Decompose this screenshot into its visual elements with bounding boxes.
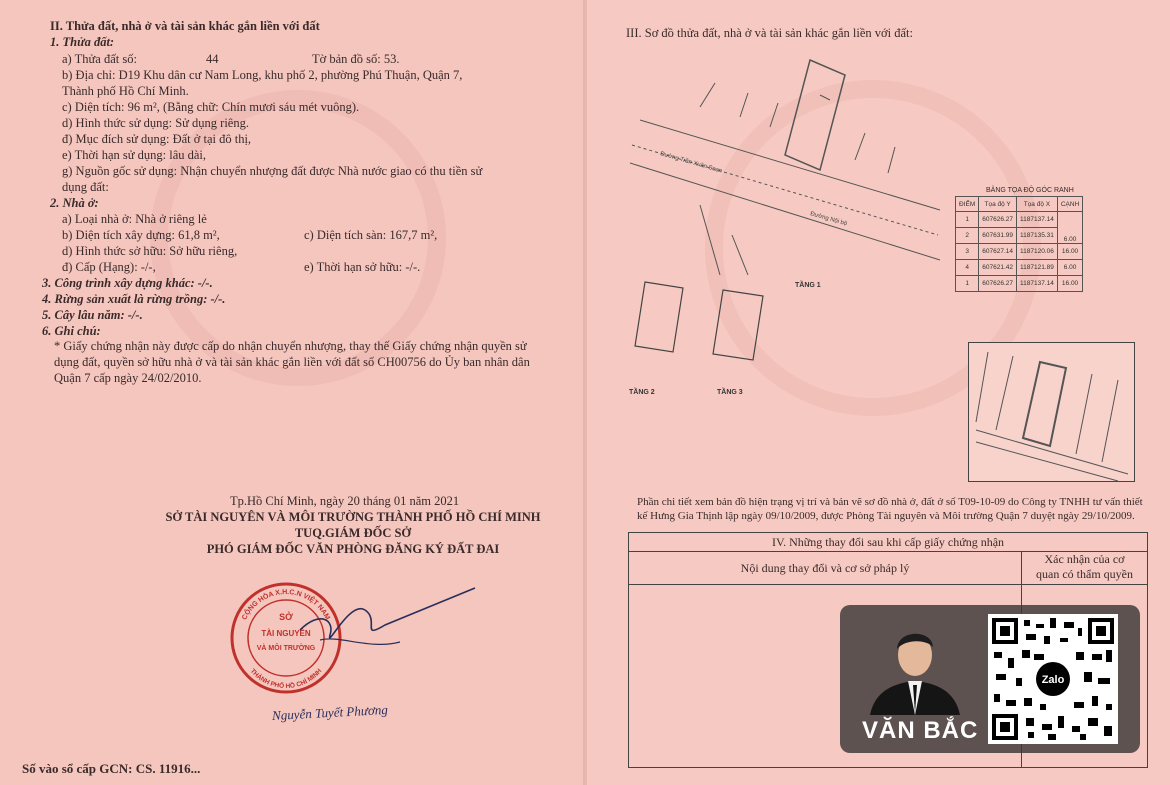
coord-cell: 607621.42 [979,260,1017,276]
coord-header: Tọa độ Y [979,197,1017,212]
coord-cell: 1187121.89 [1016,260,1057,276]
usage-term: e) Thời hạn sử dụng: lâu dài, [62,148,207,162]
issue-date: Tp.Hồ Chí Minh, ngày 20 tháng 01 năm 2021 [230,494,460,508]
changes-col-confirm-2: quan có thẩm quyền [1036,567,1133,581]
agent-photo [860,615,970,715]
seal-ring-bottom: THÀNH PHỐ HỒ CHÍ MINH [248,667,324,691]
coord-cell: 1187135.31 [1016,228,1057,244]
coord-cell: 1 [956,212,979,228]
notes-heading: 6. Ghi chú: [42,324,101,338]
usage-origin-1: g) Nguồn gốc sử dụng: Nhận chuyển nhượng đất được Nhà nước giao có thu tiền sử [62,164,483,178]
changes-title: IV. Những thay đổi sau khi cấp giấy chứng nhận [629,533,1147,552]
qr-pattern [988,614,1118,744]
address-line-1: b) Địa chỉ: D19 Khu dân cư Nam Long, khu phố 2, phường Phú Thuận, Quận 7, [62,68,463,82]
section-iii-title: III. Sơ đồ thửa đất, nhà ở và tài sản khác gắn liền với đất: [626,26,913,40]
coord-edge: 16.00 [1057,276,1082,292]
coord-header: Tọa độ X [1016,197,1057,212]
seal-ring-top: CỘNG HÒA X.H.C.N VIỆT NAM [241,588,331,622]
issuing-department: SỞ TÀI NGUYÊN VÀ MÔI TRƯỜNG THÀNH PHỐ HỒ CHÍ MINH [165,510,541,524]
parcel-number-label: a) Thửa đất số: [62,52,137,66]
seal-text-2: TÀI NGUYÊN [261,629,311,638]
zalo-logo-icon: Zalo [1041,674,1065,686]
street-label-2: Đường Nội bộ [809,211,848,228]
coord-cell: 1187137.14 [1016,276,1057,292]
coord-table-title: BẢNG TỌA ĐỘ GÓC RANH [986,187,1074,194]
coord-cell: 607631.99 [979,228,1017,244]
coord-cell: 3 [956,244,979,260]
coord-row [956,276,1083,292]
floor-3-label: TẦNG 3 [717,389,743,396]
changes-col-content: Nội dung thay đổi và cơ sở pháp lý [629,552,1022,585]
changes-col-confirm [1022,552,1147,585]
floor-1-label: TẦNG 1 [795,282,821,289]
construction-area: b) Diện tích xây dựng: 61,8 m², [62,228,220,242]
coord-cell: 607626.27 [979,212,1017,228]
note-line-3: Quận 7 cấp ngày 24/02/2010. [54,371,202,385]
registry-number: Số vào sổ cấp GCN: CS. 11916... [22,761,201,776]
signer-name: Nguyễn Tuyết Phương [271,701,389,724]
parcel-number-value: 44 [206,52,219,66]
floor-2-label: TẦNG 2 [629,389,655,396]
coord-cell: 607626.27 [979,276,1017,292]
usage-purpose: đ) Mục đích sử dụng: Đất ở tại đô thị, [62,132,252,146]
page-fold [583,0,587,785]
coord-row [956,260,1083,276]
usage-origin-2: dụng đất: [62,180,109,194]
address-line-2: Thành phố Hồ Chí Minh. [62,84,189,98]
section-ii-title: II. Thửa đất, nhà ở và tài sản khác gắn liền với đất [50,19,320,33]
planted-forest: 4. Rừng sản xuất là rừng trồng: -/-. [42,292,226,306]
authorization: TUQ.GIÁM ĐỐC SỞ [294,526,412,540]
coord-cell: 1 [956,276,979,292]
coord-edge: 16.00 [1057,244,1082,260]
street-label-1: Đường Trần Xuân Soạn [659,151,723,175]
house-grade: đ) Cấp (Hạng): -/-, [62,260,156,274]
coord-header-row [956,197,1083,212]
coord-header: ĐIỂM [956,197,979,212]
floor-plans [615,270,775,400]
zalo-qr-code[interactable] [988,614,1118,744]
coord-row [956,212,1083,228]
coord-cell: 607627.14 [979,244,1017,260]
location-map [968,342,1135,482]
coord-edge: 6.00 [1057,260,1082,276]
other-construction: 3. Công trình xây dựng khác: -/-. [42,276,213,290]
coord-row [956,244,1083,260]
note-line-2: dụng đất, quyền sở hữu nhà ở và tài sản khác gắn liền với đất số CH00756 do Ủy ban nhân dân [54,355,530,369]
agent-name: VĂN BẮC [862,717,979,744]
signer-title: PHÓ GIÁM ĐỐC VĂN PHÒNG ĐĂNG KÝ ĐẤT ĐAI [206,542,500,556]
coord-cell: 1187120.06 [1016,244,1057,260]
coord-cell: 1187137.14 [1016,212,1057,228]
sketch-note-2: kế Hưng Gia Thịnh lập ngày 09/10/2009, được Phòng Tài nguyên và Môi trường Quận 7 duyệt ngày 29/10/2009. [637,510,1135,522]
seal-text-3: VÀ MÔI TRƯỜNG [256,645,316,652]
land-heading: 1. Thửa đất: [50,35,115,49]
ownership-form: d) Hình thức sở hữu: Sở hữu riêng, [62,244,238,258]
coord-table [955,196,1083,292]
seal-text-1: SỞ [279,612,293,622]
perennial-trees: 5. Cây lâu năm: -/-. [42,308,143,322]
usage-form: d) Hình thức sử dụng: Sử dụng riêng. [62,116,249,130]
coord-edge: 6.00 [1057,212,1082,244]
sketch-note-1: Phần chi tiết xem bản đồ hiện trạng vị trí và bản vẽ sơ đồ nhà ở, đất ở số T09-10-09 do Công ty TNHH tư vấn thiết [637,496,1143,508]
house-heading: 2. Nhà ở: [50,196,99,210]
house-type: a) Loại nhà ở: Nhà ở riêng lẻ [62,212,207,226]
map-sheet-number: Tờ bản đồ số: 53. [312,52,400,66]
coord-cell: 4 [956,260,979,276]
site-plan-sketch [620,45,950,295]
coord-header: CẠNH [1057,197,1082,212]
land-area: c) Diện tích: 96 m², (Bằng chữ: Chín mươi sáu mét vuông). [62,100,360,114]
note-line-1: * Giấy chứng nhận này được cấp do nhận chuyển nhượng, thay thế Giấy chứng nhận quyền sử [54,339,527,353]
coord-cell: 2 [956,228,979,244]
floor-area: c) Diện tích sàn: 167,7 m², [304,228,438,242]
ownership-term: e) Thời hạn sở hữu: -/-. [304,260,421,274]
signature-scribble [290,580,490,680]
changes-col-confirm-1: Xác nhận của cơ [1044,552,1125,566]
